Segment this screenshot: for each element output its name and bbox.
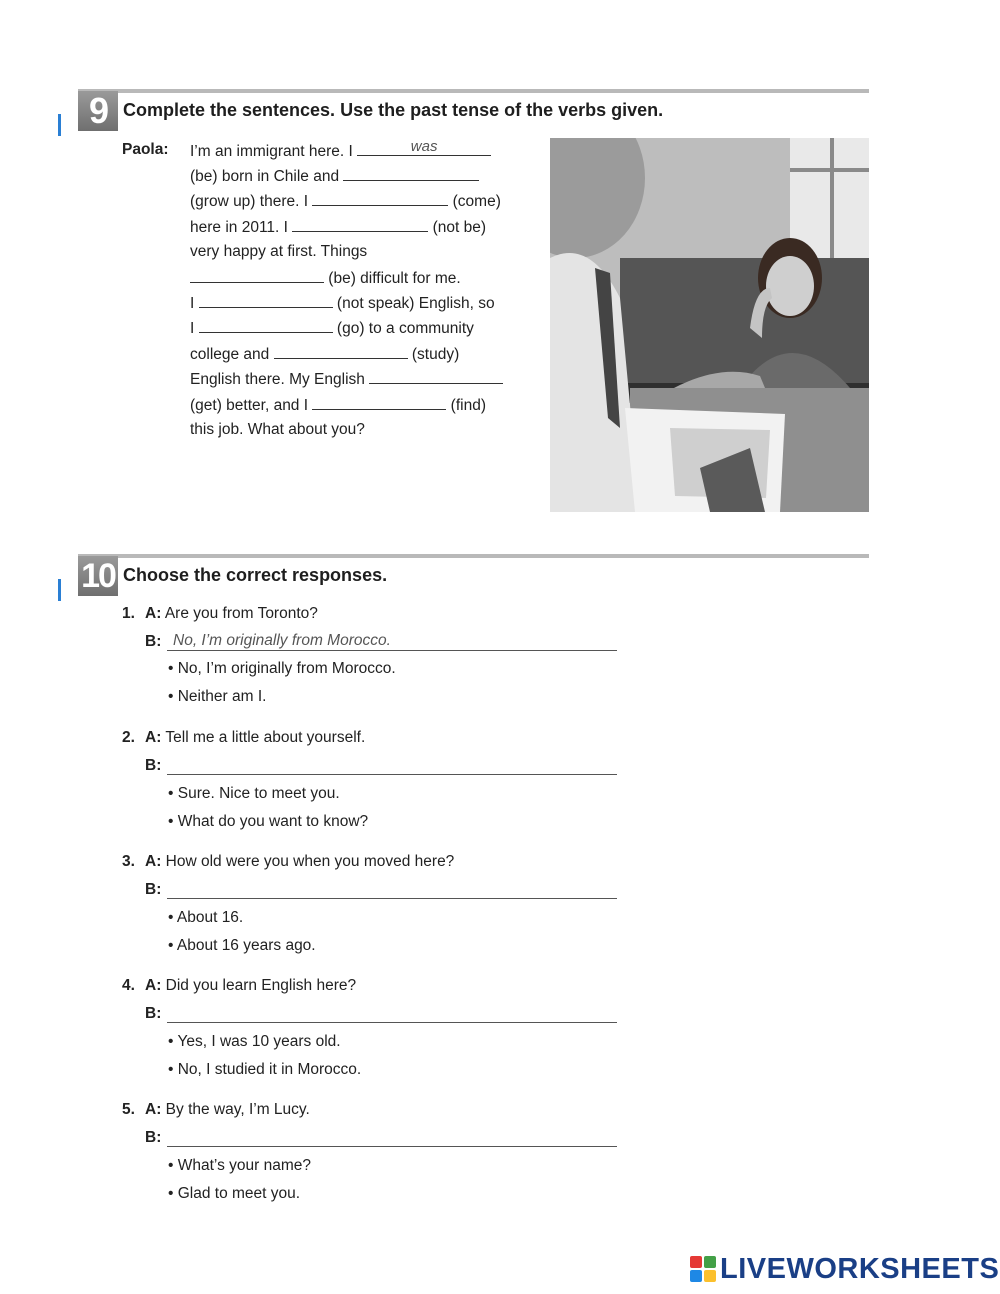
response-option[interactable]: • What’s your name? xyxy=(168,1157,311,1174)
text-line: (be) born in Chile and xyxy=(190,166,479,187)
answer-blank-10[interactable] xyxy=(312,395,446,410)
question-number: 5. xyxy=(122,1101,135,1118)
text-line: this job. What about you? xyxy=(190,421,365,438)
answer-blank-2[interactable] xyxy=(343,166,479,181)
b-label: B: xyxy=(145,1005,162,1022)
question: A: How old were you when you moved here? xyxy=(145,853,455,870)
text-line: I (go) to a community xyxy=(190,320,474,337)
b-label: B: xyxy=(145,757,162,774)
answer-blank-6[interactable] xyxy=(199,293,333,308)
response-option[interactable]: • What do you want to know? xyxy=(168,813,369,830)
response-line[interactable] xyxy=(167,630,617,651)
text-line: (be) difficult for me. xyxy=(190,268,461,289)
answer-blank-7[interactable] xyxy=(199,318,333,333)
response-option[interactable]: • Glad to meet you. xyxy=(168,1185,301,1202)
response-option[interactable]: • Yes, I was 10 years old. xyxy=(168,1033,341,1050)
exercise-10-title: Choose the correct responses. xyxy=(123,565,388,585)
exercise-number-10: 10 xyxy=(78,556,118,596)
response-option[interactable]: • No, I’m originally from Morocco. xyxy=(168,660,396,677)
b-label: B: xyxy=(145,1129,162,1146)
text-line: (grow up) there. I (come) xyxy=(190,193,501,210)
text-line: college and (study) xyxy=(190,346,460,363)
text-line: (get) better, and I (find) xyxy=(190,397,486,414)
question-number: 4. xyxy=(122,977,135,994)
response-option[interactable]: • About 16 years ago. xyxy=(168,937,316,954)
section-divider xyxy=(78,554,869,558)
speaker-label: Paola: xyxy=(122,141,169,158)
text-line: English there. My English xyxy=(190,369,503,390)
question: A: By the way, I’m Lucy. xyxy=(145,1101,310,1118)
logo-icon xyxy=(690,1256,716,1282)
b-label: B: xyxy=(145,633,162,650)
question: A: Tell me a little about yourself. xyxy=(145,729,366,746)
response-option[interactable]: • Neither am I. xyxy=(168,688,267,705)
example-answer: was xyxy=(410,138,438,155)
logo-tile xyxy=(704,1256,716,1268)
text-line: I (not speak) English, so xyxy=(190,295,495,312)
response-line[interactable] xyxy=(167,1002,617,1023)
answer-blank-8[interactable] xyxy=(274,344,408,359)
response-line[interactable] xyxy=(167,878,617,899)
question: A: Are you from Toronto? xyxy=(145,605,318,622)
response-line[interactable] xyxy=(167,1126,617,1147)
question-number: 2. xyxy=(122,729,135,746)
question-number: 1. xyxy=(122,605,135,622)
answer-blank-5[interactable] xyxy=(190,268,324,283)
response-option[interactable]: • Sure. Nice to meet you. xyxy=(168,785,340,802)
answer-blank-3[interactable] xyxy=(312,191,448,206)
response-option[interactable]: • No, I studied it in Morocco. xyxy=(168,1061,362,1078)
answer-blank-9[interactable] xyxy=(369,369,503,384)
margin-marker xyxy=(58,114,65,136)
question-number: 3. xyxy=(122,853,135,870)
answer-blank-4[interactable] xyxy=(292,217,428,232)
exercise-9-title: Complete the sentences. Use the past tense of the verbs given. xyxy=(123,100,664,120)
logo-tile xyxy=(704,1270,716,1282)
text-line: here in 2011. I (not be) xyxy=(190,219,486,236)
logo-text: LIVEWORKSHEETS xyxy=(720,1252,1000,1285)
filled-answer: No, I’m originally from Morocco. xyxy=(173,632,391,649)
office-photo xyxy=(550,138,869,512)
photo-illustration xyxy=(550,138,869,512)
answer-blank-1[interactable] xyxy=(357,138,491,156)
response-line[interactable] xyxy=(167,754,617,775)
response-option[interactable]: • About 16. xyxy=(168,909,244,926)
question: A: Did you learn English here? xyxy=(145,977,357,994)
exercise-number-9: 9 xyxy=(78,91,118,131)
text-line: I’m an immigrant here. I was xyxy=(190,141,491,162)
section-divider xyxy=(78,89,869,93)
logo-tile xyxy=(690,1256,702,1268)
b-label: B: xyxy=(145,881,162,898)
logo-tile xyxy=(690,1270,702,1282)
text-line: very happy at first. Things xyxy=(190,243,368,260)
liveworksheets-logo xyxy=(690,1252,999,1286)
margin-marker xyxy=(58,579,65,601)
